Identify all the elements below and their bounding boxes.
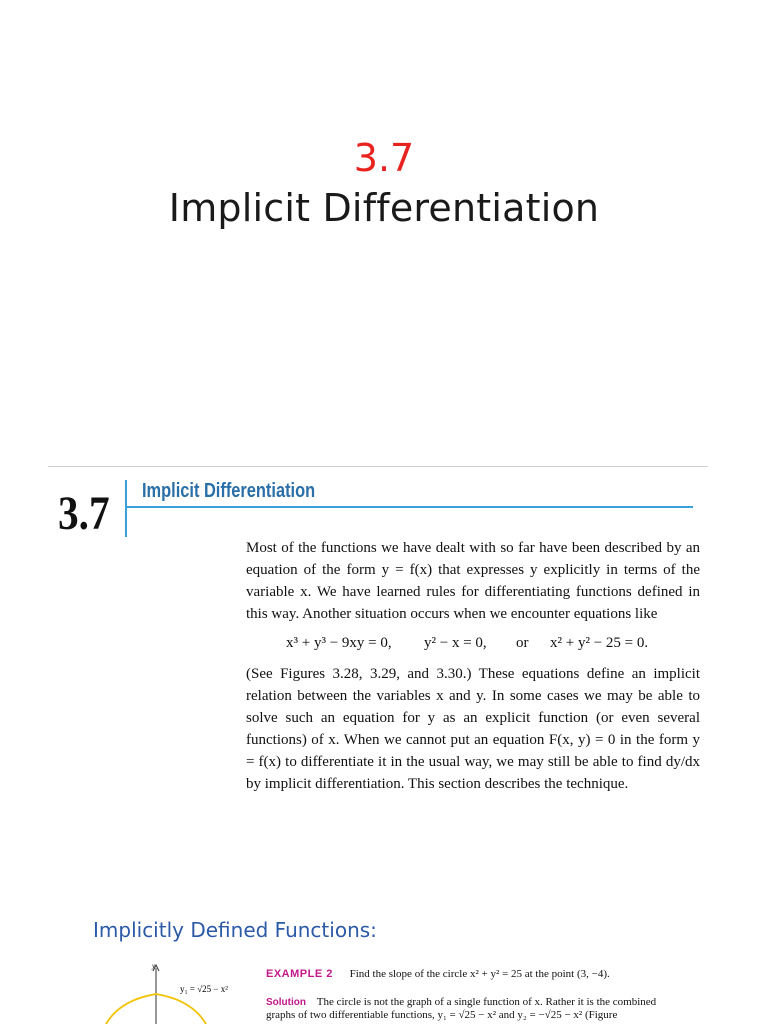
heading-vertical-bar bbox=[125, 480, 127, 537]
excerpt-section-number: 3.7 bbox=[58, 487, 110, 540]
example-line-3: graphs of two differentiable functions, y₁ = √25 − x² and y₂ = −√25 − x² (Figure bbox=[266, 1009, 618, 1021]
example-line-1 bbox=[266, 968, 610, 980]
explanation-paragraph: (See Figures 3.28, 3.29, and 3.30.) These equations define an implicit relation between the variables x and y. In some cases we may be able to solve such an equation for y as an explicit function (or even several functions) of x. When we cannot put an equation F(x, y) = 0 in the form y = f(x) to differentiate it in the usual way, we may still be able to find dy/dx by implicit differentiation. This section describes the technique. bbox=[246, 666, 700, 792]
textbook-excerpt bbox=[48, 462, 708, 802]
y-axis-label: y bbox=[152, 962, 156, 970]
equation-3: x² + y² − 25 = 0. bbox=[550, 635, 649, 651]
top-rule bbox=[48, 466, 708, 467]
intro-paragraph: Most of the functions we have dealt with so far have been described by an equation of the form y = f(x) that expresses y explicitly in terms of the variable x. We have learned rules for differentiating functions defined in this way. Another situation occurs when we encounter equations like bbox=[246, 540, 700, 622]
example-label: EXAMPLE 2 bbox=[266, 968, 333, 980]
example-prompt: Find the slope of the circle x² + y² = 25 at the point (3, −4). bbox=[349, 968, 610, 980]
solution-text-1: The circle is not the graph of a single function of x. Rather it is the combined bbox=[316, 996, 657, 1008]
equation-1: x³ + y³ − 9xy = 0, bbox=[286, 635, 392, 651]
slide-title: Implicit Differentiation bbox=[168, 186, 600, 230]
example-line-2 bbox=[266, 996, 656, 1008]
solution-label: Solution bbox=[266, 997, 306, 1008]
curve-label: y₁ = √25 − x² bbox=[180, 984, 228, 994]
equation-or: or bbox=[516, 635, 529, 651]
slide-section-number: 3.7 bbox=[353, 136, 415, 180]
heading-underline bbox=[125, 506, 693, 508]
excerpt-heading: Implicit Differentiation bbox=[142, 480, 316, 502]
equation-2: y² − x = 0, bbox=[424, 635, 487, 651]
circle-figure bbox=[100, 960, 250, 1024]
implicit-functions-subheading: Implicitly Defined Functions: bbox=[93, 918, 377, 942]
